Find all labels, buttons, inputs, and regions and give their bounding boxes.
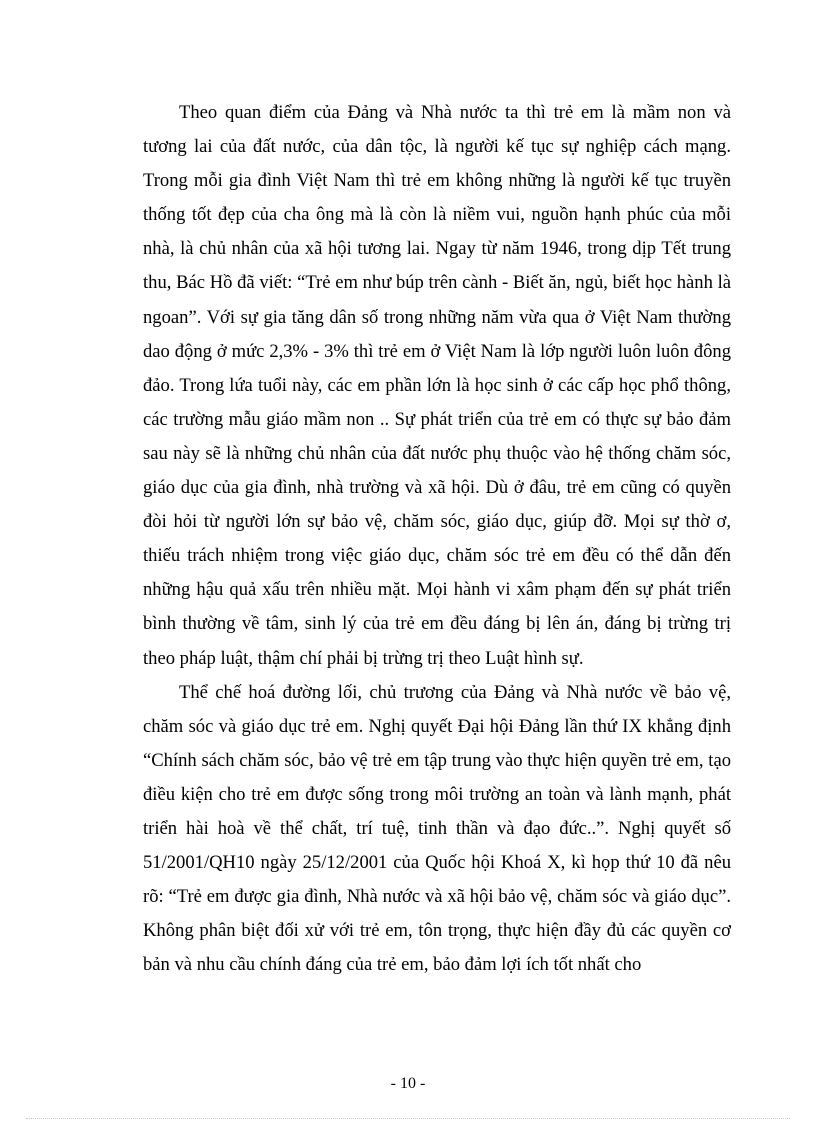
page-number: - 10 - [390, 1075, 426, 1092]
paragraph-institutionalization: Thể chế hoá đường lối, chủ trương của Đảng và Nhà nước về bảo vệ, chăm sóc và giáo dục trẻ em. Nghị quyết Đại hội Đảng lần thứ IX khẳng định “Chính sách chăm sóc, bảo vệ trẻ em tập trung vào thực hiện quyền trẻ em, tạo điều kiện cho trẻ em được sống trong môi trường an toàn và lành mạnh, phát triển hài hoà về thể chất, trí tuệ, tinh thần và đạo đức..”. Nghị quyết số 51/2001/QH10 ngày 25/12/2001 của Quốc hội Khoá X, kì họp thứ 10 đã nêu rõ: “Trẻ em được gia đình, Nhà nước và xã hội bảo vệ, chăm sóc và giáo dục”. Không phân biệt đối xử với trẻ em, tôn trọng, thực hiện đầy đủ các quyền cơ bản và nhu cầu chính đáng của trẻ em, bảo đảm lợi ích tốt nhất cho [143, 681, 731, 976]
paragraph-children-role: Theo quan điểm của Đảng và Nhà nước ta thì trẻ em là mầm non và tương lai của đất nước, của dân tộc, là người kế tục sự nghiệp cách mạng. Trong mỗi gia đình Việt Nam thì trẻ em không những là người kế tục truyền thống tốt đẹp của cha ông mà là còn là niềm vui, nguồn hạnh phúc của mỗi nhà, là chủ nhân của xã hội tương lai. Ngay từ năm 1946, trong dịp Tết trung thu, Bác Hồ đã viết: “Trẻ em như búp trên cành - Biết ăn, ngủ, biết học hành là ngoan”. Với sự gia tăng dân số trong những năm vừa qua ở Việt Nam thường dao động ở mức 2,3% - 3% thì trẻ em ở Việt Nam là lớp người luôn luôn đông đảo. Trong lứa tuổi này, các em phần lớn là học sinh ở các cấp học phổ thông, các trường mẫu giáo mầm non .. Sự phát triển của trẻ em có thực sự bảo đảm sau này sẽ là những chủ nhân của đất nước phụ thuộc vào hệ thống chăm sóc, giáo dục của gia đình, nhà trường và xã hội. Dù ở đâu, trẻ em cũng có quyền đòi hỏi từ người lớn sự bảo vệ, chăm sóc, giáo dục, giúp đỡ. Mọi sự thờ ơ, thiếu trách nhiệm trong việc giáo dục, chăm sóc trẻ em đều có thể dẫn đến những hậu quả xấu trên nhiều mặt. Mọi hành vi xâm phạm đến sự phát triển bình thường về tâm, sinh lý của trẻ em đều đáng bị lên án, đáng bị trừng trị theo pháp luật, thậm chí phải bị trừng trị theo Luật hình sự. [143, 102, 731, 669]
document-body [143, 96, 731, 982]
page-bottom-divider [26, 1118, 790, 1119]
